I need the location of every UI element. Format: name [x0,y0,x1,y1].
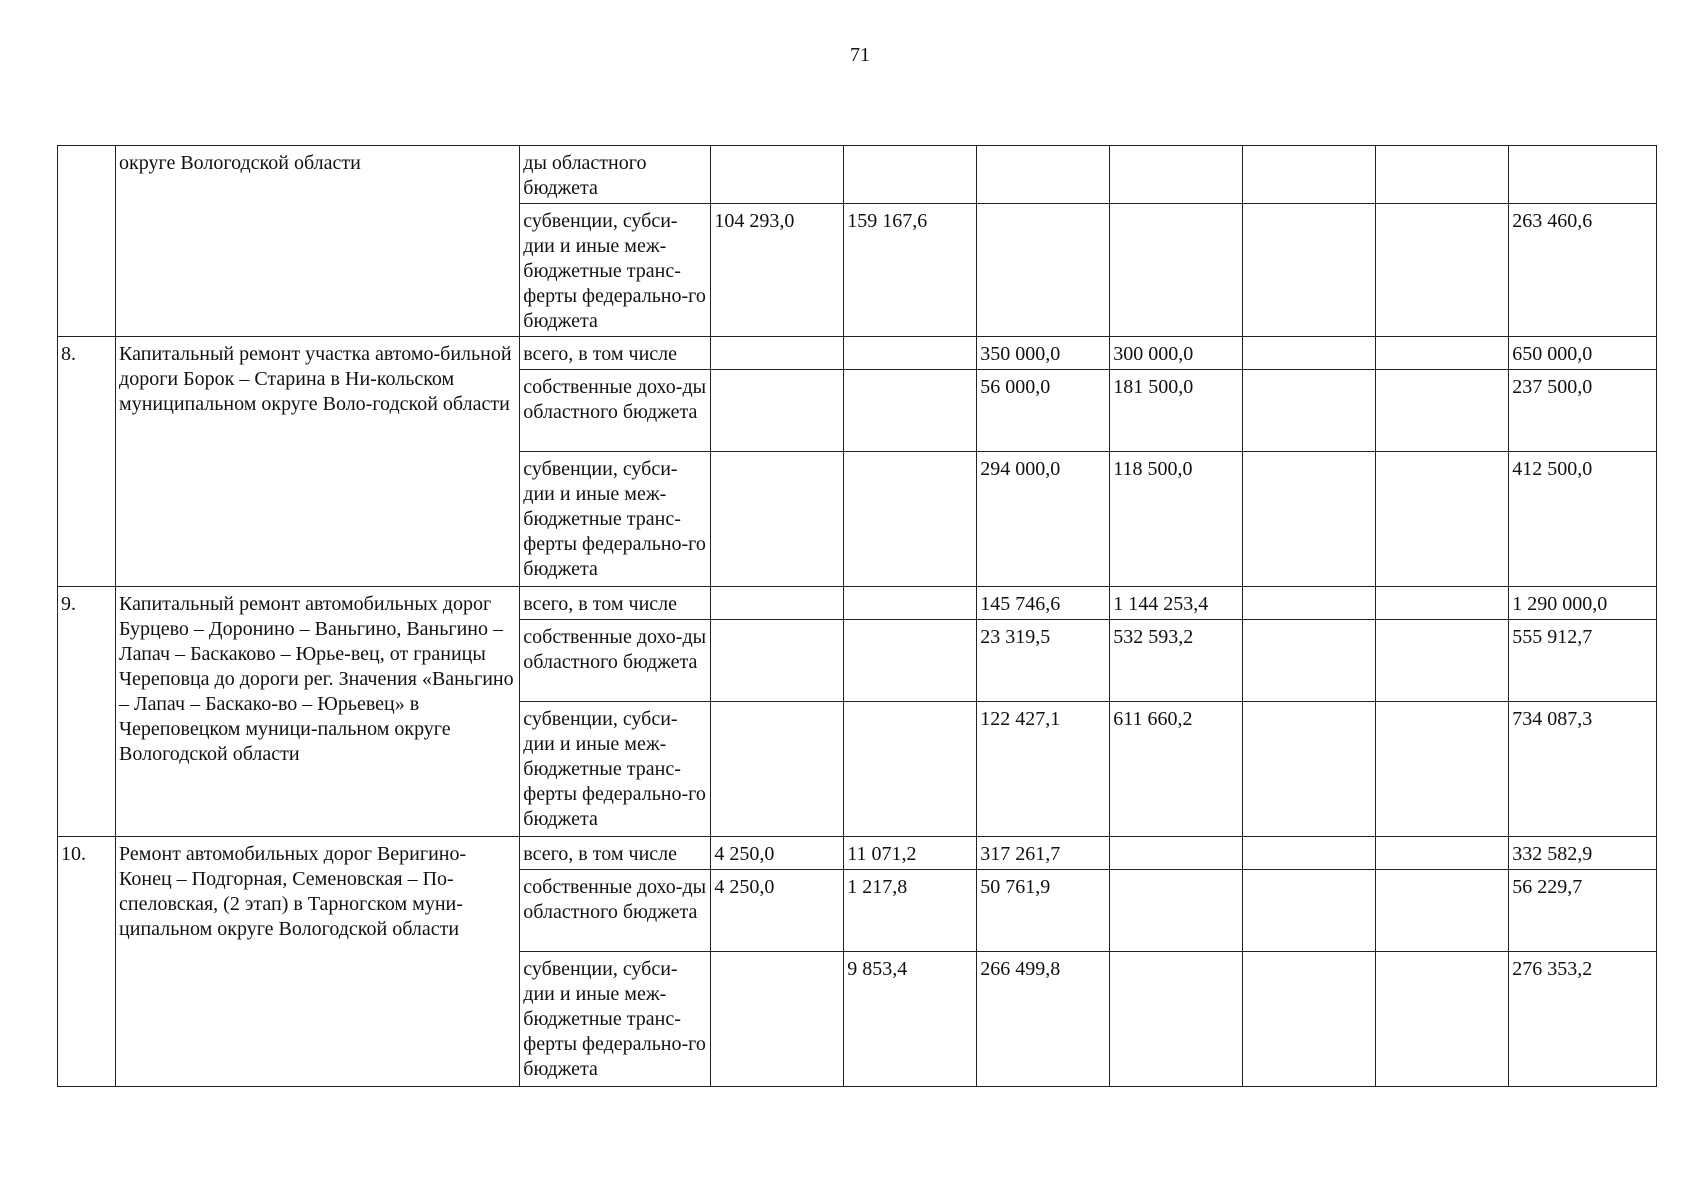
value-cell: 1 144 253,4 [1110,587,1243,620]
value-cell [1243,620,1376,702]
value-cell: 276 353,2 [1509,952,1657,1087]
funding-source-cell: всего, в том числе [520,587,711,620]
value-cell [1376,204,1509,337]
value-cell: 650 000,0 [1509,337,1657,370]
value-cell [1243,870,1376,952]
value-cell: 56 000,0 [977,370,1110,452]
value-cell: 332 582,9 [1509,837,1657,870]
value-cell [1243,337,1376,370]
value-cell [844,702,977,837]
value-cell: 532 593,2 [1110,620,1243,702]
object-name-cell: округе Вологодской области [116,146,520,337]
value-cell: 181 500,0 [1110,370,1243,452]
value-cell [844,146,977,204]
value-cell [1376,370,1509,452]
value-cell: 50 761,9 [977,870,1110,952]
funding-source-cell: субвенции, субси-дии и иные меж-бюджетные транс-ферты федерально-го бюджета [520,452,711,587]
value-cell [844,337,977,370]
value-cell [711,620,844,702]
value-cell [1110,146,1243,204]
value-cell [844,452,977,587]
value-cell: 145 746,6 [977,587,1110,620]
value-cell [1376,587,1509,620]
funding-source-cell: субвенции, субси-дии и иные меж-бюджетные транс-ферты федерально-го бюджета [520,204,711,337]
value-cell [711,452,844,587]
value-cell [1509,146,1657,204]
value-cell [1376,452,1509,587]
funding-source-cell: субвенции, субси-дии и иные меж-бюджетные транс-ферты федерально-го бюджета [520,702,711,837]
funding-source-cell: собственные дохо-ды областного бюджета [520,870,711,952]
value-cell: 56 229,7 [1509,870,1657,952]
value-cell [844,587,977,620]
value-cell [711,337,844,370]
value-cell [711,702,844,837]
item-number-cell: 8. [58,337,116,587]
value-cell: 4 250,0 [711,837,844,870]
funding-source-cell: всего, в том числе [520,837,711,870]
value-cell: 9 853,4 [844,952,977,1087]
value-cell: 104 293,0 [711,204,844,337]
item-number-cell: 10. [58,837,116,1087]
value-cell [1243,837,1376,870]
value-cell [1110,870,1243,952]
value-cell: 122 427,1 [977,702,1110,837]
value-cell [711,952,844,1087]
value-cell: 1 290 000,0 [1509,587,1657,620]
value-cell: 555 912,7 [1509,620,1657,702]
value-cell [844,620,977,702]
value-cell [977,204,1110,337]
value-cell [711,146,844,204]
funding-source-cell: всего, в том числе [520,337,711,370]
funding-source-cell: собственные дохо-ды областного бюджета [520,370,711,452]
item-number-cell: 9. [58,587,116,837]
value-cell [1110,837,1243,870]
value-cell [1376,337,1509,370]
value-cell: 263 460,6 [1509,204,1657,337]
funding-source-cell: собственные дохо-ды областного бюджета [520,620,711,702]
value-cell [1110,204,1243,337]
item-number-cell [58,146,116,337]
value-cell [1243,204,1376,337]
value-cell [1376,620,1509,702]
value-cell [1243,370,1376,452]
value-cell [844,370,977,452]
value-cell [1376,837,1509,870]
budget-table [57,145,1657,1087]
page-number: 71 [850,44,870,66]
value-cell: 1 217,8 [844,870,977,952]
object-name-cell: Ремонт автомобильных дорог Веригино-Конец – Подгорная, Семеновская – По-спеловская, (2 этап) в Тарногском муни-ципальном округе Вологодской области [116,837,520,1087]
value-cell: 11 071,2 [844,837,977,870]
value-cell: 23 319,5 [977,620,1110,702]
value-cell [1243,587,1376,620]
table-row [58,837,1657,870]
value-cell: 294 000,0 [977,452,1110,587]
value-cell [1243,452,1376,587]
value-cell: 237 500,0 [1509,370,1657,452]
object-name-cell: Капитальный ремонт участка автомо-бильной дороги Борок – Старина в Ни-кольском муниципальном округе Воло-годской области [116,337,520,587]
value-cell [1243,952,1376,1087]
value-cell [1110,952,1243,1087]
value-cell [711,587,844,620]
value-cell [1376,870,1509,952]
value-cell [1376,702,1509,837]
value-cell: 412 500,0 [1509,452,1657,587]
funding-source-cell: ды областного бюджета [520,146,711,204]
object-name-cell: Капитальный ремонт автомобильных дорог Бурцево – Доронино – Ваньгино, Ваньгино – Лапач – Баскаково – Юрье-вец, от границы Череповца до дороги рег. Значения «Ваньгино – Лапач – Баскако-во – Юрьевец» в Череповецком муници-пальном округе Вологодской области [116,587,520,837]
value-cell [1243,702,1376,837]
value-cell: 734 087,3 [1509,702,1657,837]
value-cell: 118 500,0 [1110,452,1243,587]
funding-source-cell: субвенции, субси-дии и иные меж-бюджетные транс-ферты федерально-го бюджета [520,952,711,1087]
value-cell: 266 499,8 [977,952,1110,1087]
value-cell [977,146,1110,204]
value-cell [1243,146,1376,204]
value-cell: 159 167,6 [844,204,977,337]
value-cell: 350 000,0 [977,337,1110,370]
table-row [58,337,1657,370]
value-cell [1376,146,1509,204]
value-cell [711,370,844,452]
table-row [58,146,1657,204]
value-cell: 300 000,0 [1110,337,1243,370]
table-row [58,587,1657,620]
value-cell: 611 660,2 [1110,702,1243,837]
value-cell: 4 250,0 [711,870,844,952]
value-cell: 317 261,7 [977,837,1110,870]
value-cell [1376,952,1509,1087]
